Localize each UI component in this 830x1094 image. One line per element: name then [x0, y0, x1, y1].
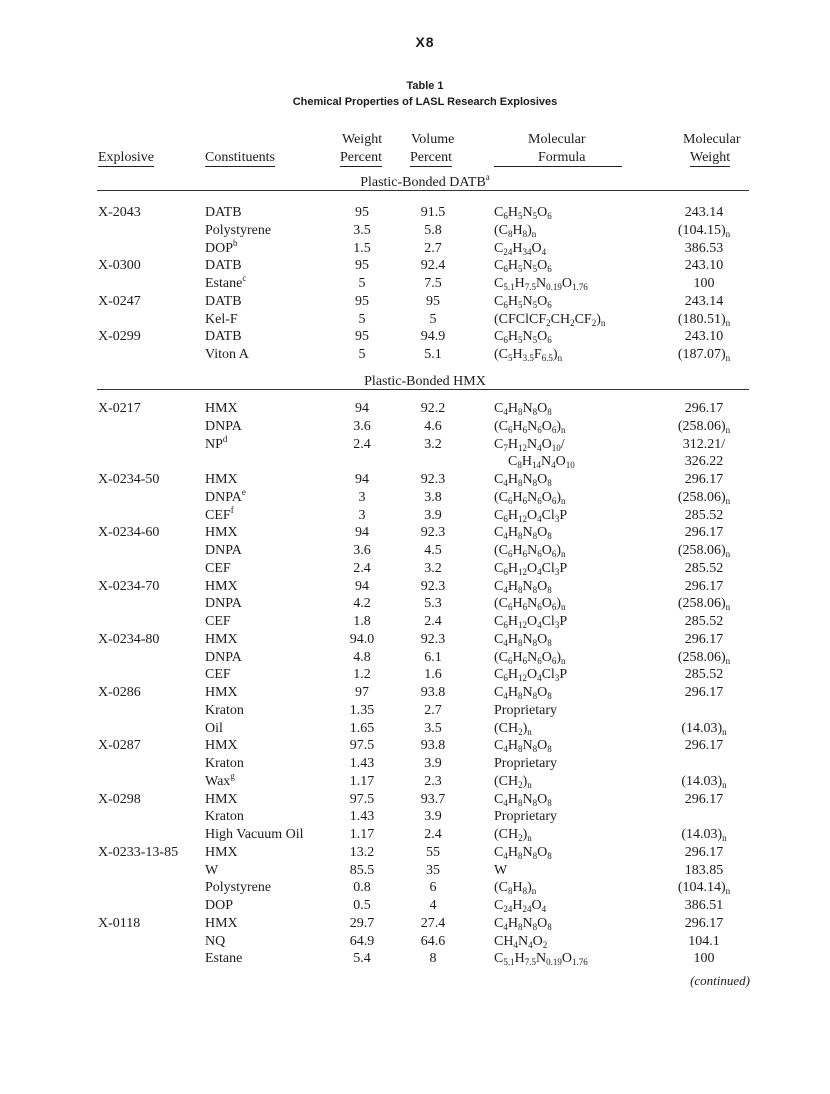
constituent-cell: HMX [205, 401, 238, 416]
weight-percent-cell: 94 [355, 472, 369, 487]
molecular-weight-cell: $(258.06)_n$ [677, 596, 731, 613]
molecular-weight-cell: 243.14 [684, 293, 724, 309]
table-row [0, 222, 830, 239]
formula-cell: $C_{5.1}H_{7.5}N_{0.19}O_{1.76}$ [494, 951, 588, 968]
header-explosive: Explosive [98, 150, 154, 165]
molecular-weight-cell: 285.52 [684, 560, 724, 576]
formula-cell: $C_4H_8N_8O_8$ [494, 685, 552, 701]
constituent-cell: Polystyrene [205, 222, 272, 238]
explosive-cell: X-0234-80 [98, 631, 160, 647]
formula-cell: $C_6H_5N_5O_6$ [494, 329, 552, 346]
volume-percent-cell: 5.3 [424, 596, 442, 612]
volume-percent-cell: 3.9 [424, 507, 442, 523]
formula-cell: $(CH_2)_n$ [494, 773, 532, 790]
weight-percent-cell: 1.5 [353, 240, 371, 256]
table-row [0, 915, 830, 932]
volume-percent-cell: 92.2 [420, 401, 446, 416]
formula-cell: $(CFClCF_2CH_2CF_2)_n$ [494, 311, 606, 328]
formula-cell: $C_6H_5N_5O_6$ [494, 205, 552, 221]
weight-percent-cell: 5 [358, 276, 366, 291]
molecular-weight-cell: $(14.03)_n$ [681, 827, 727, 843]
table-row [0, 933, 830, 950]
table-row [0, 631, 830, 648]
table-row [0, 826, 830, 843]
footnote-marker: c [242, 273, 247, 283]
volume-percent-cell: 3.8 [424, 489, 442, 505]
explosive-cell: X-2043 [98, 205, 141, 220]
molecular-weight-cell: 296.17 [684, 685, 724, 700]
table-row [0, 862, 830, 879]
volume-percent-cell: 92.3 [420, 578, 446, 594]
weight-percent-cell: 1.2 [353, 667, 371, 683]
constituent-cell: CEF [205, 667, 231, 683]
formula-cell: $C_{24}H_{24}O_4$ [494, 898, 547, 914]
molecular-weight-cell: 296.17 [684, 631, 724, 647]
weight-percent-cell: 4.2 [353, 596, 371, 612]
constituent-cell: NQ [205, 933, 226, 949]
header-formula-1: Molecular [528, 132, 586, 147]
header-volume-2: Percent [410, 150, 452, 165]
table-row [0, 950, 830, 967]
table-row [0, 613, 830, 630]
volume-percent-cell: 3.9 [424, 809, 442, 825]
molecular-weight-cell: 285.52 [684, 507, 724, 523]
formula-cell: $C_4H_8N_8O_8$ [494, 401, 552, 417]
header-formula-2: Formula [538, 150, 586, 165]
formula-cell: $C_6H_5N_5O_6$ [494, 258, 552, 275]
table-row [0, 346, 830, 363]
molecular-weight-cell: 183.85 [684, 862, 724, 878]
volume-percent-cell: 93.7 [420, 791, 446, 807]
weight-percent-cell: 0.8 [353, 880, 371, 896]
formula-cell: $(CH_2)_n$ [494, 827, 532, 843]
weight-percent-cell: 94 [355, 401, 369, 416]
molecular-weight-cell: 104.1 [688, 933, 720, 949]
constituent-cell: Kel-F [205, 311, 238, 327]
header-volume-1: Volume [411, 132, 455, 147]
table-row [0, 328, 830, 345]
molecular-weight-cell: $(180.51)_n$ [677, 311, 731, 328]
table-row [0, 275, 830, 292]
volume-percent-cell: 93.8 [420, 738, 446, 754]
explosive-cell: X-0118 [98, 915, 141, 931]
weight-percent-cell: 97.5 [349, 791, 375, 807]
footnote-marker: f [230, 504, 234, 515]
section-title: Plastic-Bonded HMX [364, 374, 486, 389]
weight-percent-cell: 97 [355, 685, 369, 700]
constituent-cell: DATB [205, 293, 242, 309]
weight-percent-cell: 3 [358, 489, 366, 505]
formula-cell: $(C_6H_6N_6O_6)_n$ [494, 489, 566, 506]
volume-percent-cell: 92.3 [420, 525, 446, 541]
weight-percent-cell: 1.8 [353, 614, 371, 629]
table-subtitle: Chemical Properties of LASL Research Explosives [292, 96, 558, 108]
weight-percent-cell: 94 [355, 525, 369, 541]
constituent-cell: DOP$^b$ [205, 237, 238, 256]
weight-percent-cell: 1.17 [349, 773, 375, 789]
explosive-cell: X-0298 [98, 791, 141, 807]
weight-percent-cell: 2.4 [353, 436, 371, 452]
volume-percent-cell: 4.6 [424, 418, 442, 434]
constituent-cell: CEF [205, 560, 231, 576]
molecular-weight-cell: 296.17 [684, 525, 724, 541]
constituent-cell: HMX [205, 844, 238, 860]
constituent-cell: $NP^d$ [205, 433, 228, 452]
molecular-weight-cell: 100 [693, 276, 715, 291]
table-row [0, 542, 830, 559]
constituent-cell: HMX [205, 578, 238, 594]
weight-percent-cell: 13.2 [349, 844, 375, 860]
weight-percent-cell: 1.43 [349, 809, 375, 825]
molecular-weight-cell: 296.17 [684, 791, 724, 807]
weight-percent-cell: 4.8 [353, 649, 371, 665]
formula-cell: $(C_6H_6N_6O_6)_n$ [494, 543, 566, 559]
explosive-cell: X-0234-70 [98, 578, 160, 594]
table-row [0, 720, 830, 737]
volume-percent-cell: 6 [429, 880, 437, 896]
table-row [0, 418, 830, 435]
volume-percent-cell: 92.4 [420, 258, 446, 274]
volume-percent-cell: 6.1 [424, 649, 442, 665]
constituent-cell: DATB [205, 258, 242, 274]
header-mw-2: Weight [690, 150, 731, 165]
table-row [0, 237, 830, 257]
molecular-weight-cell: 296.17 [684, 844, 724, 860]
formula-cell: $C_8H_{14}N_4O_{10}$ [508, 454, 575, 471]
formula-cell: $CH_4N_4O_2$ [494, 933, 548, 950]
table-row [0, 433, 830, 453]
volume-percent-cell: 93.8 [420, 685, 446, 700]
formula-cell: $(CH_2)_n$ [494, 720, 532, 737]
molecular-weight-cell: 386.53 [684, 240, 724, 256]
explosive-cell: X-0234-60 [98, 525, 160, 541]
table-row [0, 471, 830, 488]
header-weight-1: Weight [342, 132, 383, 147]
molecular-weight-cell: 296.17 [684, 915, 724, 931]
table-row [0, 770, 830, 790]
formula-cell: $C_{5.1}H_{7.5}N_{0.19}O_{1.76}$ [494, 276, 588, 292]
weight-percent-cell: 95 [355, 293, 369, 309]
weight-percent-cell: 29.7 [349, 915, 375, 931]
table-row [0, 204, 830, 221]
molecular-weight-cell: 243.10 [684, 329, 724, 345]
formula-cell: $C_4H_8N_8O_8$ [494, 844, 552, 861]
weight-percent-cell: 94 [355, 578, 369, 594]
explosive-cell: X-0247 [98, 293, 141, 309]
volume-percent-cell: 55 [426, 844, 440, 860]
table-row [0, 578, 830, 595]
table-row [0, 755, 830, 772]
constituent-cell: HMX [205, 685, 238, 700]
formula-cell: $(C_5H_{3.5}F_{6.5})_n$ [494, 347, 563, 363]
volume-percent-cell: 3.2 [424, 436, 442, 452]
constituent-cell: DATB [205, 205, 242, 220]
molecular-weight-cell: $(14.03)_n$ [681, 720, 727, 737]
table-row [0, 293, 830, 310]
constituent-cell: Kraton [205, 702, 244, 718]
formula-cell: $C_4H_8N_8O_8$ [494, 472, 552, 488]
formula-cell: Proprietary [494, 809, 557, 825]
constituent-cell: DNPA [205, 543, 242, 558]
weight-percent-cell: 5 [358, 347, 366, 362]
constituent-cell: HMX [205, 631, 238, 647]
weight-percent-cell: 97.5 [349, 738, 375, 754]
weight-percent-cell: 95 [355, 258, 369, 274]
table-row [0, 649, 830, 666]
table-row [0, 666, 830, 683]
formula-cell: $C_4H_8N_8O_8$ [494, 915, 552, 932]
volume-percent-cell: 2.4 [424, 614, 442, 629]
formula-cell: $C_6H_{12}O_4Cl_3P$ [494, 560, 568, 577]
constituent-cell: DATB [205, 329, 242, 345]
table-row [0, 453, 830, 470]
weight-percent-cell: 1.35 [349, 702, 375, 718]
section-rule [97, 190, 749, 191]
explosive-cell: X-0234-50 [98, 472, 160, 487]
molecular-weight-cell: 296.17 [684, 738, 724, 754]
formula-cell: $(C_6H_6N_6O_6)_n$ [494, 418, 566, 435]
weight-percent-cell: 85.5 [349, 862, 375, 878]
constituent-cell: DNPA [205, 596, 242, 612]
volume-percent-cell: 4 [429, 898, 437, 913]
molecular-weight-cell: $(187.07)_n$ [677, 347, 731, 363]
table-row [0, 311, 830, 328]
formula-cell: $(C_8H_8)_n$ [494, 222, 537, 239]
molecular-weight-cell: 285.52 [684, 667, 724, 683]
table-row [0, 486, 830, 506]
volume-percent-cell: 5.8 [424, 222, 442, 238]
volume-percent-cell: 27.4 [420, 915, 446, 931]
volume-percent-cell: 4.5 [424, 543, 442, 558]
formula-cell: Proprietary [494, 702, 557, 718]
formula-cell: $C_4H_8N_8O_8$ [494, 631, 552, 648]
molecular-weight-cell: 386.51 [684, 898, 724, 913]
explosive-cell: X-0287 [98, 738, 141, 754]
constituent-cell: HMX [205, 915, 238, 931]
formula-cell: $C_7H_{12}N_4O_{10}/$ [494, 436, 565, 453]
table-title: Table 1 [406, 80, 444, 92]
formula-cell: $C_6H_5N_5O_6$ [494, 293, 552, 310]
weight-percent-cell: 3 [358, 507, 366, 523]
molecular-weight-cell: 243.14 [684, 205, 724, 220]
formula-cell: W [494, 862, 508, 878]
constituent-cell: Polystyrene [205, 880, 272, 896]
header-weight-2: Percent [340, 150, 382, 165]
volume-percent-cell: 95 [426, 293, 440, 309]
explosive-cell: X-0217 [98, 401, 141, 416]
weight-percent-cell: 5 [358, 311, 366, 327]
table-row [0, 504, 830, 524]
volume-percent-cell: 92.3 [420, 472, 446, 487]
volume-percent-cell: 64.6 [420, 933, 446, 949]
footnote-marker: e [241, 486, 246, 497]
molecular-weight-cell: 312.21/ [682, 436, 726, 452]
table-row [0, 560, 830, 577]
molecular-weight-cell: $(258.06)_n$ [677, 543, 731, 559]
molecular-weight-cell: 285.52 [684, 614, 724, 629]
weight-percent-cell: 1.17 [349, 827, 375, 842]
volume-percent-cell: 92.3 [420, 631, 446, 647]
weight-percent-cell: 3.5 [353, 222, 371, 238]
formula-cell: Proprietary [494, 756, 557, 771]
constituent-cell: HMX [205, 738, 238, 754]
footnote-marker: b [233, 237, 238, 248]
molecular-weight-cell: $(258.06)_n$ [677, 418, 731, 435]
constituent-cell: DNPA [205, 649, 242, 665]
constituent-cell: Estane [205, 951, 243, 967]
volume-percent-cell: 2.7 [424, 702, 442, 718]
volume-percent-cell: 3.5 [424, 720, 442, 736]
volume-percent-cell: 1.6 [424, 667, 442, 683]
volume-percent-cell: 91.5 [420, 205, 446, 220]
molecular-weight-cell: $(258.06)_n$ [677, 649, 731, 666]
molecular-weight-cell: 100 [693, 951, 715, 967]
volume-percent-cell: 2.4 [424, 827, 442, 842]
footnote-marker: g [230, 770, 235, 781]
volume-percent-cell: 3.2 [424, 560, 442, 576]
formula-cell: $C_4H_8N_8O_8$ [494, 791, 552, 808]
table-row [0, 879, 830, 896]
formula-cell: $C_6H_{12}O_4Cl_3P$ [494, 507, 568, 524]
constituent-cell: DOP [205, 898, 234, 913]
table-row [0, 897, 830, 914]
table-row [0, 400, 830, 417]
molecular-weight-cell: $(258.06)_n$ [677, 489, 731, 506]
volume-percent-cell: 3.9 [424, 756, 442, 771]
table-row [0, 808, 830, 825]
constituent-cell: HMX [205, 791, 238, 807]
explosive-cell: X-0286 [98, 685, 141, 700]
table-row [0, 737, 830, 754]
continued-note: (continued) [690, 973, 750, 988]
molecular-weight-cell: 243.10 [684, 258, 724, 274]
constituent-cell: HMX [205, 472, 238, 487]
weight-percent-cell: 64.9 [349, 933, 375, 949]
volume-percent-cell: 5 [429, 311, 437, 327]
constituent-cell: Kraton [205, 809, 244, 825]
molecular-weight-cell: $(104.14)_n$ [677, 880, 731, 897]
volume-percent-cell: 7.5 [424, 276, 442, 291]
formula-cell: $C_6H_{12}O_4Cl_3P$ [494, 667, 568, 684]
constituent-cell: Oil [205, 720, 223, 736]
table-row [0, 791, 830, 808]
table-row [0, 257, 830, 274]
header-constituents: Constituents [205, 150, 276, 165]
constituent-cell: DNPA$^e$ [205, 486, 246, 505]
table-row [0, 524, 830, 541]
weight-percent-cell: 3.6 [353, 418, 371, 434]
weight-percent-cell: 0.5 [353, 898, 371, 913]
constituent-cell: Wax$^g$ [205, 770, 235, 789]
constituent-cell: Estane$^c$ [205, 273, 247, 291]
table-row [0, 844, 830, 861]
volume-percent-cell: 94.9 [420, 329, 446, 345]
volume-percent-cell: 2.3 [424, 773, 442, 789]
table-row [0, 684, 830, 701]
footnote-marker: d [222, 433, 228, 444]
weight-percent-cell: 2.4 [353, 560, 371, 576]
formula-cell: $C_6H_{12}O_4Cl_3P$ [494, 614, 568, 630]
molecular-weight-cell: 296.17 [684, 401, 724, 416]
table-row [0, 702, 830, 719]
volume-percent-cell: 5.1 [424, 347, 442, 362]
volume-percent-cell: 35 [426, 862, 440, 878]
molecular-weight-cell: $(14.03)_n$ [681, 773, 727, 790]
weight-percent-cell: 95 [355, 205, 369, 220]
constituent-cell: W [205, 862, 219, 878]
molecular-weight-cell: 326.22 [684, 454, 724, 470]
explosive-cell: X-0233-13-85 [98, 844, 179, 860]
volume-percent-cell: 8 [429, 951, 437, 967]
weight-percent-cell: 3.6 [353, 543, 371, 558]
formula-cell: $(C_8H_8)_n$ [494, 880, 537, 897]
constituent-cell: DNPA [205, 418, 242, 434]
formula-cell: $C_4H_8N_8O_8$ [494, 525, 552, 542]
constituent-cell: Kraton [205, 756, 244, 771]
volume-percent-cell: 2.7 [424, 240, 442, 256]
constituent-cell: Viton A [205, 347, 249, 362]
weight-percent-cell: 95 [355, 329, 369, 345]
formula-cell: $C_{24}H_{34}O_4$ [494, 240, 547, 257]
explosive-cell: X-0300 [98, 258, 141, 274]
formula-cell: $C_4H_8N_8O_8$ [494, 578, 552, 595]
weight-percent-cell: 94.0 [349, 631, 375, 647]
constituent-cell: CEF$^f$ [205, 504, 234, 523]
weight-percent-cell: 5.4 [353, 951, 371, 967]
section-title: Plastic-Bonded DATB$^a$ [360, 172, 490, 190]
molecular-weight-cell: $(104.15)_n$ [677, 222, 731, 239]
formula-cell: $(C_6H_6N_6O_6)_n$ [494, 649, 566, 666]
header-mw-1: Molecular [683, 132, 741, 147]
weight-percent-cell: 1.43 [349, 756, 375, 771]
constituent-cell: CEF [205, 614, 231, 629]
formula-underline [494, 166, 622, 167]
constituent-cell: High Vacuum Oil [205, 827, 304, 842]
constituent-cell: HMX [205, 525, 238, 541]
formula-cell: $C_4H_8N_8O_8$ [494, 738, 552, 755]
table-row [0, 595, 830, 612]
explosive-cell: X-0299 [98, 329, 141, 345]
molecular-weight-cell: 296.17 [684, 472, 724, 487]
section-rule [97, 389, 749, 390]
molecular-weight-cell: 296.17 [684, 578, 724, 594]
page-number: X8 [415, 34, 435, 50]
footnote-marker: a [485, 172, 490, 182]
weight-percent-cell: 1.65 [349, 720, 375, 736]
formula-cell: $(C_6H_6N_6O_6)_n$ [494, 596, 566, 613]
